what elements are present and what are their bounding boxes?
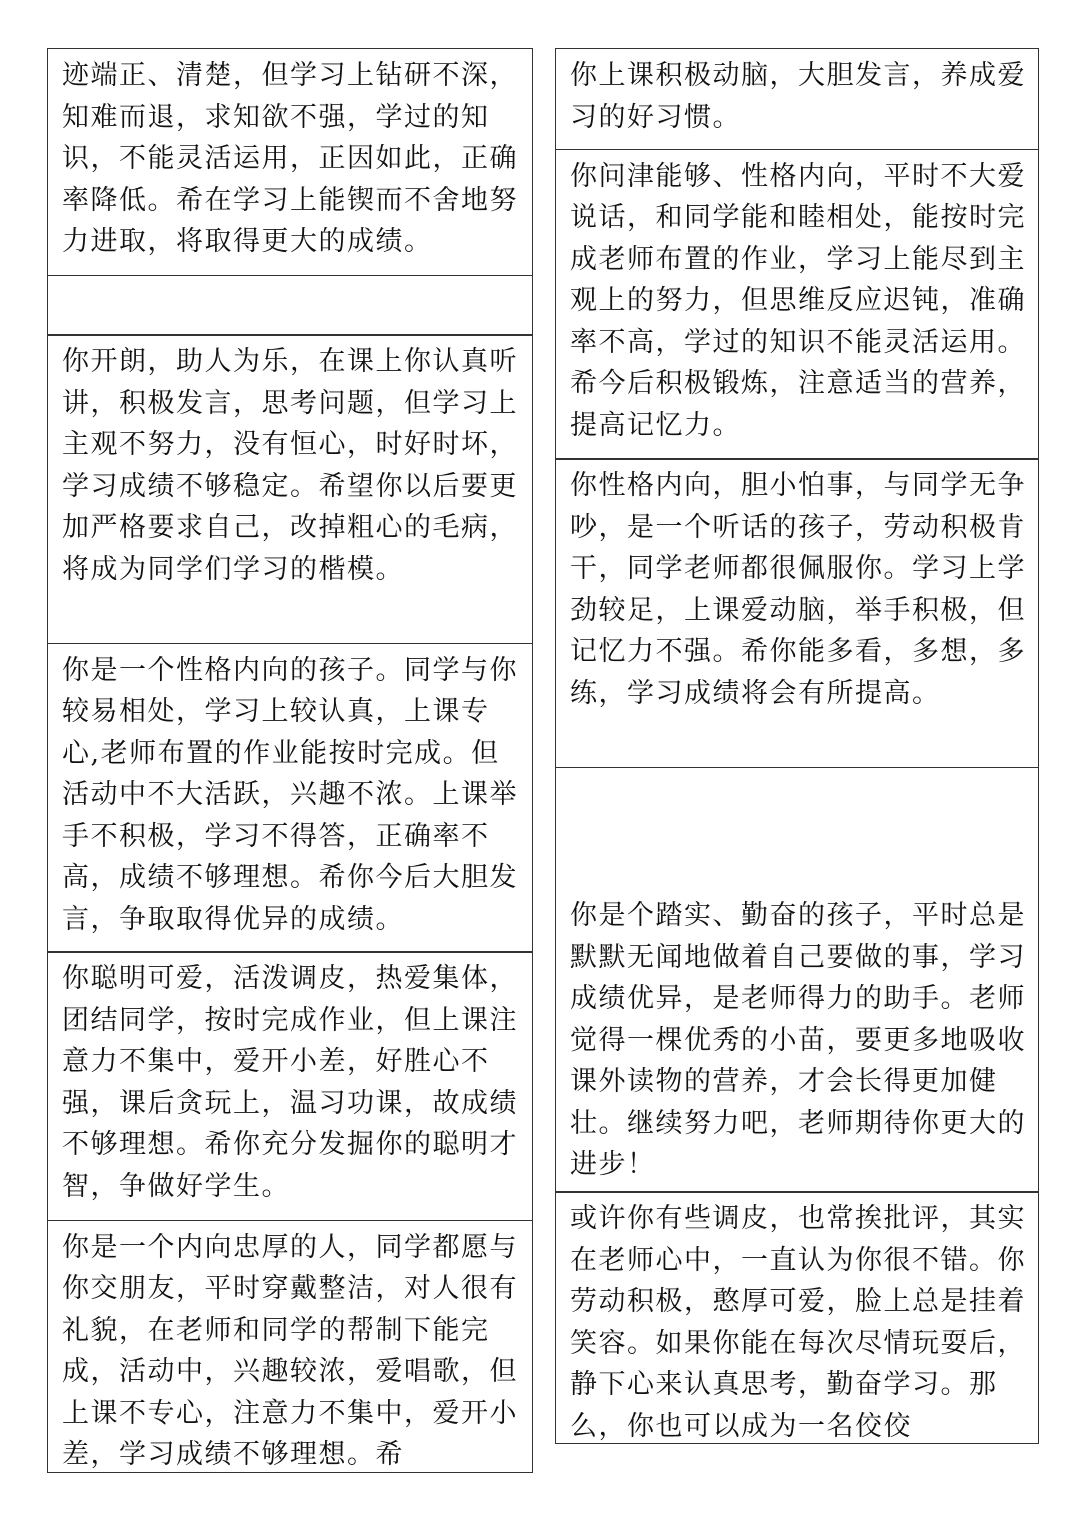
comment-cell (555, 767, 1039, 1193)
comment-cell: 你性格内向，胆小怕事，与同学无争吵，是一个听话的孩子，劳动积极肯干，同学老师都很佩服你。学习上学劲较足，上课爱动脑，举手积极，但记忆力不强。希你能多看，多想，多练，学习成绩将会有所提高。 (555, 458, 1039, 768)
right-comment-column (555, 48, 1039, 1444)
comment-cell: 你上课积极动脑，大胆发言，养成爱习的好习惯。 (555, 48, 1039, 150)
left-comment-column (47, 48, 533, 1473)
comment-cell: 你是一个性格内向的孩子。同学与你较易相处，学习上较认真，上课专心,老师布置的作业能按时完成。但活动中不大活跃，兴趣不浓。上课举手不积极，学习不得答，正确率不高，成绩不够理想。希你今后大胆发言，争取取得优异的成绩。 (47, 643, 533, 953)
comment-cell: 你是一个内向忠厚的人，同学都愿与你交朋友，平时穿戴整洁，对人很有礼貌，在老师和同学的帮制下能完成，活动中，兴趣较浓，爱唱歌，但上课不专心，注意力不集中，爱开小差，学习成绩不够理想。希 (47, 1220, 533, 1473)
comment-cell: 或许你有些调皮，也常挨批评，其实在老师心中，一直认为你很不错。你劳动积极，憨厚可爱，脸上总是挂着笑容。如果你能在每次尽情玩耍后，静下心来认真思考，勤奋学习。那么，你也可以成为一名佼佼 (555, 1191, 1039, 1444)
comment-text: 你是个踏实、勤奋的孩子，平时总是默默无闻地做着自己要做的事，学习成绩优异，是老师得力的助手。老师觉得一棵优秀的小苗，要更多地吸收课外读物的营养，才会长得更加健壮。继续努力吧，老师期待你更大的进步！ (570, 900, 1026, 1180)
comment-cell: 你聪明可爱，活泼调皮，热爱集体，团结同学，按时完成作业，但上课注意力不集中，爱开小差，好胜心不强，课后贪玩上，温习功课，故成绩不够理想。希你充分发掘你的聪明才智，争做好学生。 (47, 951, 533, 1221)
comment-cell-empty (47, 275, 533, 336)
comment-cell: 你开朗，助人为乐，在课上你认真听讲，积极发言，思考问题，但学习上主观不努力，没有恒心，时好时坏，学习成绩不够稳定。希望你以后要更加严格要求自己，改掉粗心的毛病，将成为同学们学习的楷模。 (47, 334, 533, 644)
comment-cell: 你问津能够、性格内向，平时不大爱说话，和同学能和睦相处，能按时完成老师布置的作业，学习上能尽到主观上的努力，但思维反应迟钝，准确率不高，学过的知识不能灵活运用。希今后积极锻炼，注意适当的营养，提高记忆力。 (555, 149, 1039, 460)
comment-cell: 迹端正、清楚，但学习上钻研不深，知难而退，求知欲不强，学过的知识，不能灵活运用，正因如此，正确率降低。希在学习上能锲而不舍地努力进取，将取得更大的成绩。 (47, 48, 533, 276)
